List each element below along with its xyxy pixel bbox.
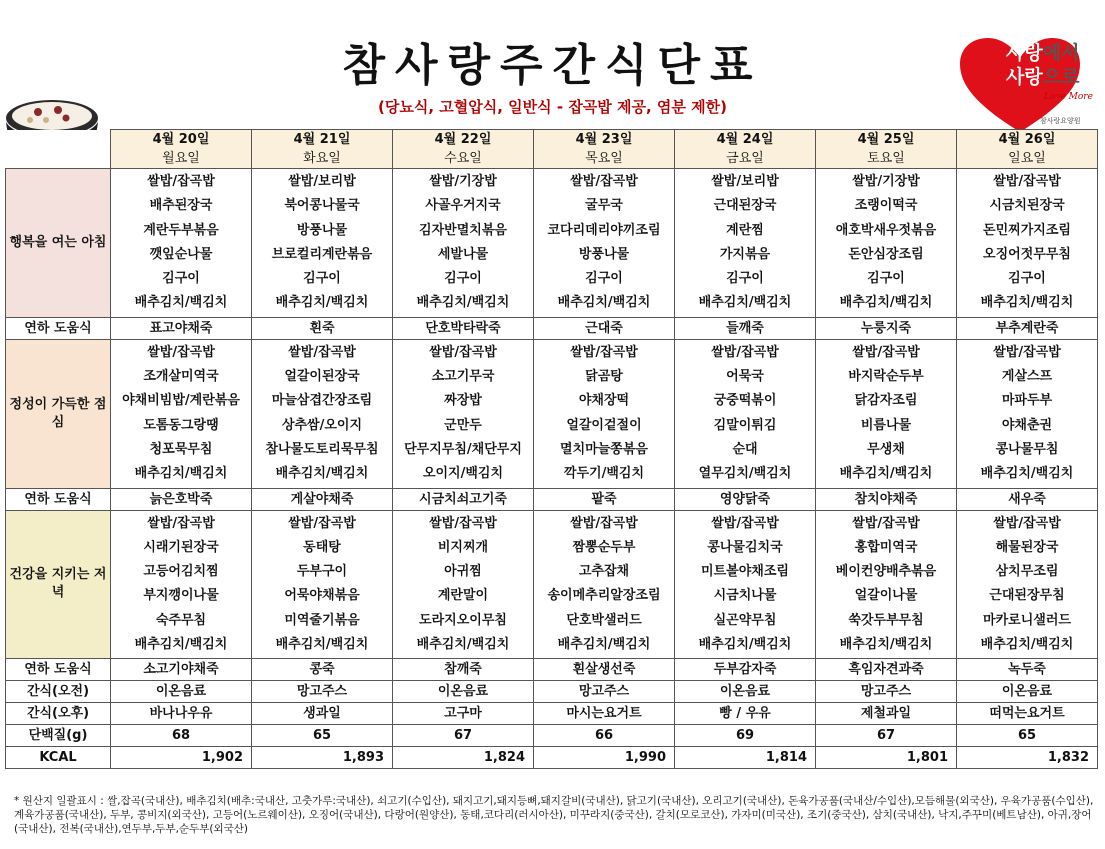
meal-cell [957,510,1098,659]
menu-item: 시금치나물 [713,588,777,604]
porridge-cell: 팥죽 [534,488,675,510]
menu-item: 야채장떡 [578,393,630,409]
porridge-cell: 소고기야채죽 [111,659,252,681]
lunch-porridge-row [6,488,1098,510]
porridge-cell: 콩죽 [252,659,393,681]
breakfast-row [6,169,1098,318]
menu-item: 브로컬리계란볶음 [271,246,373,262]
menu-item: 아귀찜 [444,564,482,580]
menu-item: 배추김치/백김치 [275,637,369,653]
breakfast-porridge-row [6,317,1098,339]
day-header [675,130,816,169]
protein-label: 단백질(g) [6,725,111,747]
menu-item: 쌀밥/보리밥 [711,174,779,189]
meal-cell [816,510,957,659]
kcal-row [6,747,1098,769]
meal-cell [816,169,957,318]
meal-cell [252,510,393,659]
menu-item: 김구이 [585,271,623,287]
menu-item: 쌀밥/잡곡밥 [993,174,1061,189]
menu-item: 참나물도토리묵무침 [265,441,379,457]
menu-item: 삼치무조림 [995,564,1059,580]
day-date: 4월 21일 [293,132,351,147]
menu-item: 해물된장국 [995,539,1059,555]
extras-section [6,681,1098,769]
dinner-section [6,510,1098,681]
porridge-cell: 게살야채죽 [252,488,393,510]
meal-cell [393,169,534,318]
snack-pm-label: 간식(오후) [6,703,111,725]
porridge-cell: 표고야채죽 [111,317,252,339]
porridge-cell: 두부감자죽 [675,659,816,681]
page-subtitle: (당뇨식, 고혈압식, 일반식 - 잡곡밥 제공, 염분 제한) [378,98,727,116]
protein-value: 66 [534,725,675,747]
porridge-label: 연하 도움식 [6,659,111,681]
menu-item: 닭감자조림 [854,393,918,409]
menu-item: 얼갈이겉절이 [566,417,642,433]
menu-item: 배추김치/백김치 [134,466,228,482]
menu-item: 배추김치/백김치 [698,637,792,653]
day-weekday: 화요일 [303,151,341,166]
snack-pm-value: 떠먹는요거트 [957,703,1098,725]
menu-item: 배추김치/백김치 [839,637,933,653]
menu-item: 배추김치/백김치 [275,466,369,482]
snack-pm-value: 마시는요거트 [534,703,675,725]
protein-value: 67 [816,725,957,747]
kcal-value: 1,814 [675,747,816,769]
menu-item: 배추김치/백김치 [416,295,510,311]
menu-item: 사골우거지국 [425,198,501,214]
logo-text-1b: 에서 [1042,42,1080,64]
menu-item: 배추김치/백김치 [275,295,369,311]
menu-item: 돈민찌가지조림 [983,222,1071,238]
menu-item: 송이메추리알장조림 [547,588,661,604]
snack-am-row [6,681,1098,703]
menu-item: 콩나물무침 [995,441,1059,457]
menu-item: 쌀밥/잡곡밥 [288,515,356,531]
menu-item: 어묵야채볶음 [284,588,360,604]
menu-item: 콩나물김치국 [707,539,783,555]
menu-item: 숙주무침 [155,612,207,628]
menu-item: 쌀밥/잡곡밥 [711,344,779,360]
logo-script: Love More [1044,92,1093,102]
menu-item: 쌀밥/잡곡밥 [993,515,1061,531]
menu-item: 얼갈이된장국 [284,369,360,385]
menu-item: 근대된장무침 [989,588,1065,604]
snack-am-value: 이온음료 [957,681,1098,703]
menu-item: 고등어김치찜 [143,564,219,580]
menu-item: 쑥갓두부무침 [848,612,924,628]
snack-am-value: 이온음료 [675,681,816,703]
menu-item: 소고기무국 [431,369,495,385]
menu-item: 단호박샐러드 [566,612,642,628]
menu-item: 게살스프 [1001,369,1053,385]
menu-item: 무생채 [867,441,905,457]
logo-text-1a: 사랑 [1006,42,1043,64]
snack-am-value: 망고주스 [534,681,675,703]
porridge-cell: 시금치쇠고기죽 [393,488,534,510]
menu-item: 방풍나물 [296,222,348,238]
porridge-cell: 녹두죽 [957,659,1098,681]
menu-item: 실곤약무침 [713,612,777,628]
menu-item: 마늘삼겹간장조림 [271,393,373,409]
snack-am-value: 망고주스 [816,681,957,703]
day-date: 4월 20일 [152,132,210,147]
menu-item: 깻잎순나물 [149,246,213,262]
menu-item: 배추김치/백김치 [980,295,1074,311]
day-date: 4월 23일 [575,132,633,147]
menu-item: 오이지/백김치 [422,466,504,482]
kcal-value: 1,902 [111,747,252,769]
menu-item: 계란찜 [726,222,764,238]
breakfast-section [6,169,1098,340]
menu-item: 닭곰탕 [585,369,623,385]
menu-item: 애호박새우젓볶음 [835,222,937,238]
snack-am-label: 간식(오전) [6,681,111,703]
menu-item: 조개살미역국 [143,369,219,385]
menu-item: 미역줄기볶음 [284,612,360,628]
logo-text-2b: 으로 [1042,66,1080,88]
day-header [534,130,675,169]
menu-item: 쌀밥/잡곡밥 [570,344,638,360]
meal-cell [111,510,252,659]
menu-item: 비름나물 [860,417,912,433]
snack-pm-value: 제철과일 [816,703,957,725]
menu-item: 순대 [732,441,758,457]
meal-cell [534,169,675,318]
menu-item: 쌀밥/잡곡밥 [993,344,1061,360]
porridge-label: 연하 도움식 [6,488,111,510]
snack-pm-value: 고구마 [393,703,534,725]
menu-item: 쌀밥/잡곡밥 [288,344,356,360]
menu-item: 김구이 [867,271,905,287]
menu-item: 배추김치/백김치 [698,295,792,311]
meal-cell [816,339,957,488]
menu-item: 어묵국 [726,369,764,385]
meal-cell [675,510,816,659]
page-header [0,0,1105,128]
day-header [816,130,957,169]
meal-cell [534,510,675,659]
meal-cell [534,339,675,488]
porridge-cell: 들깨죽 [675,317,816,339]
menu-item: 깍두기/백김치 [563,466,645,482]
porridge-cell: 근대죽 [534,317,675,339]
menu-item: 계란두부볶음 [143,222,219,238]
snack-am-value: 망고주스 [252,681,393,703]
menu-item: 쌀밥/잡곡밥 [570,174,638,189]
menu-item: 궁중떡볶이 [713,393,777,409]
dinner-row [6,510,1098,659]
header-corner [6,130,111,169]
menu-item: 고추잡채 [578,564,630,580]
porridge-cell: 흰살생선죽 [534,659,675,681]
snack-pm-value: 바나나우유 [111,703,252,725]
day-header [957,130,1098,169]
page-title: 참사랑주간식단표 [342,40,763,91]
menu-item: 방풍나물 [578,246,630,262]
brand-logo [958,36,1098,134]
menu-item: 짜장밥 [444,393,482,409]
porridge-cell: 늙은호박죽 [111,488,252,510]
day-weekday: 수요일 [444,151,482,166]
lunch-row [6,339,1098,488]
menu-item: 쌀밥/잡곡밥 [429,515,497,531]
protein-row [6,725,1098,747]
menu-item: 굴무국 [585,198,623,214]
menu-item: 쌀밥/잡곡밥 [852,515,920,531]
day-weekday: 월요일 [162,151,200,166]
meal-cell [393,510,534,659]
menu-item: 코다리데리야끼조림 [547,222,661,238]
snack-pm-value: 생과일 [252,703,393,725]
menu-item: 동태탕 [303,539,341,555]
menu-item: 군만두 [444,417,482,433]
protein-value: 68 [111,725,252,747]
menu-item: 김구이 [162,271,200,287]
kcal-value: 1,893 [252,747,393,769]
menu-item: 야채춘권 [1001,417,1053,433]
menu-item: 쌀밥/잡곡밥 [147,515,215,531]
menu-item: 도톰동그랑땡 [143,417,219,433]
menu-item: 얼갈이나물 [854,588,918,604]
kcal-value: 1,801 [816,747,957,769]
menu-item: 오징어젓무무침 [983,246,1071,262]
menu-item: 김자반멸치볶음 [419,222,507,238]
day-weekday: 토요일 [867,151,905,166]
lunch-section [6,339,1098,510]
breakfast-label: 행복을 여는 아침 [6,169,111,318]
menu-item: 부지깽이나물 [143,588,219,604]
menu-item: 김말이튀김 [713,417,777,433]
menu-item: 배추김치/백김치 [557,637,651,653]
day-date: 4월 22일 [434,132,492,147]
meal-cell [675,339,816,488]
meal-cell [675,169,816,318]
menu-item: 도라지오이무침 [419,612,507,628]
day-header [111,130,252,169]
meal-cell [957,339,1098,488]
day-weekday: 목요일 [585,151,623,166]
origin-footnote: * 원산지 일괄표시 : 쌀,잡곡(국내산), 배추김치(배추:국내산, 고춧가루:국내산), 쇠고기(수입산), 돼지고기,돼지등뼈,돼지갈비(국내산), 닭고기(국내산), 오리고기(국내산), 돈육가공품(국내산/수입산),모듬해물(외국산), 우육가공품(수입산), 계육가공품(국내산), 두부, 콩비지(외국산), 고등어(노르웨이산), 오징어(국내산), 다랑어(원양산), 동태,코다리(러시아산), 미꾸라지(중국산), 갈치(모로코산), 가자미(미국산), 조기(중국산), 삼치(국내산), 낙지,주꾸미(베트남산), 아귀,장어(국내산), 전복(국내산),연두부,두부,순두부(외국산) [14,795,1094,835]
meal-cell [111,169,252,318]
porridge-cell: 참깨죽 [393,659,534,681]
menu-item: 멸치마늘쫑볶음 [560,441,648,457]
menu-item: 홍합미역국 [854,539,918,555]
menu-item: 비지찌개 [437,539,489,555]
meal-cell [111,339,252,488]
menu-item: 김구이 [726,271,764,287]
porridge-cell: 흰죽 [252,317,393,339]
protein-value: 65 [957,725,1098,747]
snack-am-value: 이온음료 [393,681,534,703]
meal-cell [252,339,393,488]
menu-item: 쌀밥/잡곡밥 [147,174,215,189]
menu-item: 김구이 [303,271,341,287]
porridge-cell: 흑임자견과죽 [816,659,957,681]
porridge-cell: 영양닭죽 [675,488,816,510]
porridge-cell: 부추계란죽 [957,317,1098,339]
protein-value: 67 [393,725,534,747]
menu-item: 배추김치/백김치 [839,295,933,311]
menu-item: 시금치된장국 [989,198,1065,214]
menu-item: 쌀밥/잡곡밥 [147,344,215,360]
kcal-label: KCAL [6,747,111,769]
protein-value: 65 [252,725,393,747]
day-header [252,130,393,169]
menu-item: 배추김치/백김치 [134,637,228,653]
day-weekday: 금요일 [726,151,764,166]
menu-item: 근대된장국 [713,198,777,214]
day-date: 4월 26일 [998,132,1056,147]
day-header [393,130,534,169]
date-header-row [6,130,1098,169]
menu-item: 상추쌈/오이지 [281,417,363,433]
menu-item: 배추된장국 [149,198,213,214]
meal-cell [252,169,393,318]
menu-item: 배추김치/백김치 [416,637,510,653]
menu-item: 배추김치/백김치 [839,466,933,482]
menu-item: 열무김치/백김치 [698,466,792,482]
menu-item: 베이컨양배추볶음 [835,564,937,580]
meal-cell [957,169,1098,318]
porridge-label: 연하 도움식 [6,317,111,339]
menu-item: 두부구이 [296,564,348,580]
menu-item: 세발나물 [437,246,489,262]
menu-item: 야채비빔밥/계란볶음 [122,393,240,409]
day-weekday: 일요일 [1008,151,1046,166]
menu-item: 바지락순두부 [848,369,924,385]
menu-item: 마파두부 [1001,393,1053,409]
menu-item: 시래기된장국 [143,539,219,555]
menu-item: 쌀밥/잡곡밥 [429,344,497,360]
menu-item: 조랭이떡국 [854,198,918,214]
menu-item: 단무지무침/채단무지 [404,441,522,457]
lunch-label: 정성이 가득한 점심 [6,339,111,488]
menu-item: 배추김치/백김치 [557,295,651,311]
meal-cell [393,339,534,488]
menu-item: 김구이 [1008,271,1046,287]
menu-item: 가지볶음 [719,246,771,262]
logo-org: 참사랑요양원 [1040,117,1081,125]
menu-item: 쌀밥/잡곡밥 [852,344,920,360]
menu-item: 북어콩나물국 [284,198,360,214]
menu-item: 마카로니샐러드 [983,612,1071,628]
menu-item: 돈안심장조림 [848,246,924,262]
menu-item: 계란말이 [437,588,489,604]
porridge-cell: 참치야채죽 [816,488,957,510]
menu-item: 쌀밥/기장밥 [429,174,497,189]
kcal-value: 1,832 [957,747,1098,769]
weekly-menu-table [5,129,1098,769]
day-date: 4월 25일 [857,132,915,147]
menu-item: 미트볼야채조림 [701,564,789,580]
menu-item: 쌀밥/보리밥 [288,174,356,189]
snack-pm-value: 빵 / 우유 [675,703,816,725]
porridge-cell: 새우죽 [957,488,1098,510]
snack-pm-row [6,703,1098,725]
menu-item: 쌀밥/잡곡밥 [570,515,638,531]
kcal-value: 1,824 [393,747,534,769]
logo-text-2a: 사랑 [1006,66,1043,88]
dinner-porridge-row [6,659,1098,681]
kcal-value: 1,990 [534,747,675,769]
porridge-cell: 누룽지죽 [816,317,957,339]
day-date: 4월 24일 [716,132,774,147]
menu-item: 김구이 [444,271,482,287]
menu-item: 짬뽕순두부 [572,539,636,555]
snack-am-value: 이온음료 [111,681,252,703]
dinner-label: 건강을 지키는 저녁 [6,510,111,659]
porridge-cell: 단호박타락죽 [393,317,534,339]
menu-item: 배추김치/백김치 [134,295,228,311]
protein-value: 69 [675,725,816,747]
menu-item: 배추김치/백김치 [980,637,1074,653]
menu-item: 배추김치/백김치 [980,466,1074,482]
menu-item: 쌀밥/잡곡밥 [711,515,779,531]
menu-item: 청포묵무침 [149,441,213,457]
menu-item: 쌀밥/기장밥 [852,174,920,189]
